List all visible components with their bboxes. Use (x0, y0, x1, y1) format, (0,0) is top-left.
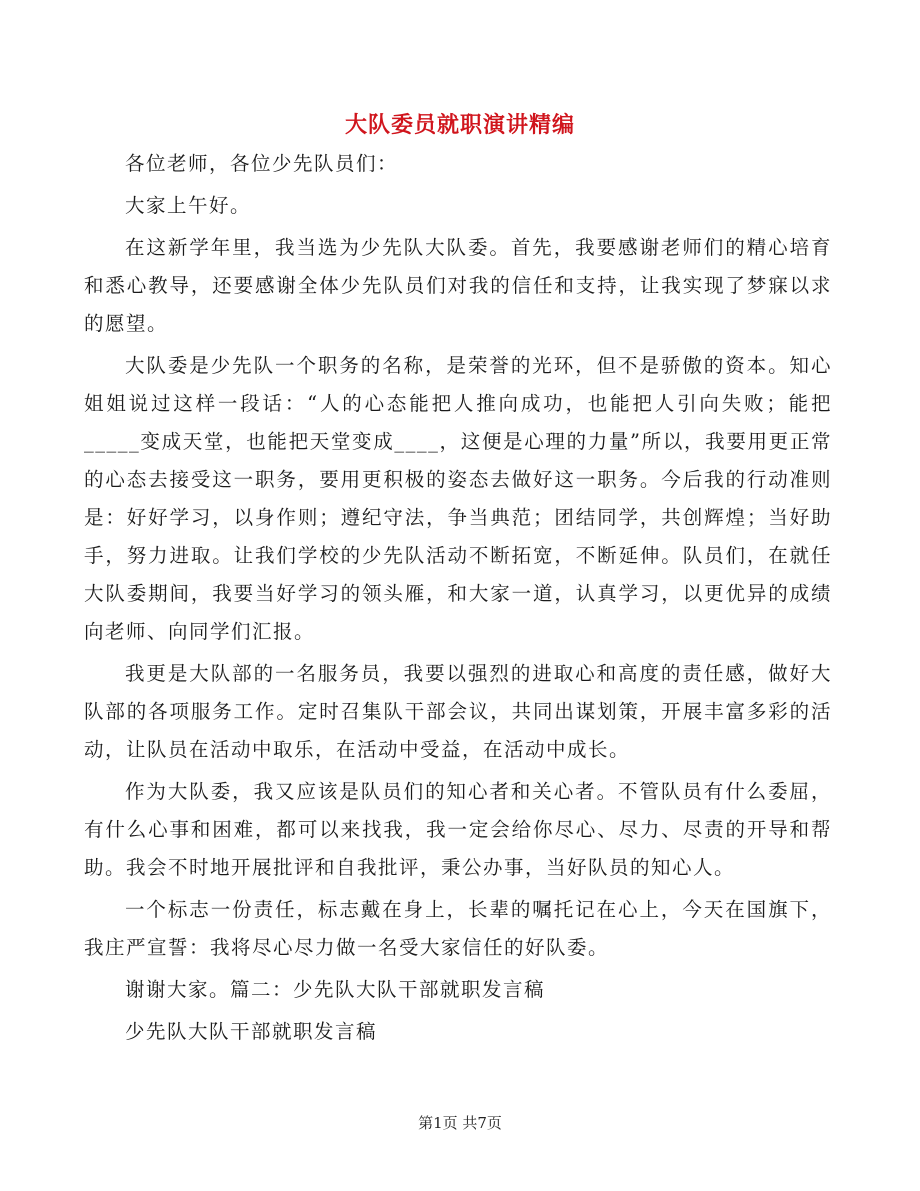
paragraph: 各位老师，各位少先队员们： (124, 152, 398, 175)
paragraph: 在这新学年里，我当选为少先队大队委。首先，我要感谢老师们的精心培育和悉心教导，还要感谢全体少先队员们对我的信任和支持，让我实现了梦寐以求的愿望。 (84, 236, 832, 335)
paragraph: 谢谢大家。篇二：少先队大队干部就职发言稿 (124, 978, 545, 1001)
page-number-footer: 第1页 共7页 (418, 1114, 502, 1132)
paragraph: 作为大队委，我又应该是队员们的知心者和关心者。不管队员有什么委屈，有什么心事和困难，都可以来找我，我一定会给你尽心、尽力、尽责的开导和帮助。我会不时地开展批评和自我批评，秉公办事，当好队员的知心人。 (84, 780, 832, 879)
page-title: 大队委员就职演讲精编 (344, 112, 575, 138)
document-body (84, 145, 832, 1055)
paragraph: 少先队大队干部就职发言稿 (124, 1020, 377, 1043)
paragraph: 我更是大队部的一名服务员，我要以强烈的进取心和高度的责任感，做好大队部的各项服务工作。定时召集队干部会议，共同出谋划策，开展丰富多彩的活动，让队员在活动中取乐，在活动中受益，在活动中成长。 (84, 662, 832, 761)
paragraph: 大队委是少先队一个职务的名称，是荣誉的光环，但不是骄傲的资本。知心姐姐说过这样一段话：“人的心态能把人推向成功，也能把人引向失败；能把_____变成天堂，也能把天堂变成____，这便是心理的力量”所以，我要用更正常的心态去接受这一职务，要用更积极的姿态去做好这一职务。今后我的行动准则是：好好学习，以身作则；遵纪守法，争当典范；团结同学，共创辉煌；当好助手，努力进取。让我们学校的少先队活动不断拓宽，不断延伸。队员们，在就任大队委期间，我要当好学习的领头雁，和大家一道，认真学习，以更优异的成绩向老师、向同学们汇报。 (84, 354, 832, 643)
paragraph: 大家上午好。 (124, 194, 251, 217)
paragraph: 一个标志一份责任，标志戴在身上，长辈的嘱托记在心上，今天在国旗下，我庄严宣誓：我将尽心尽力做一名受大家信任的好队委。 (84, 898, 832, 959)
